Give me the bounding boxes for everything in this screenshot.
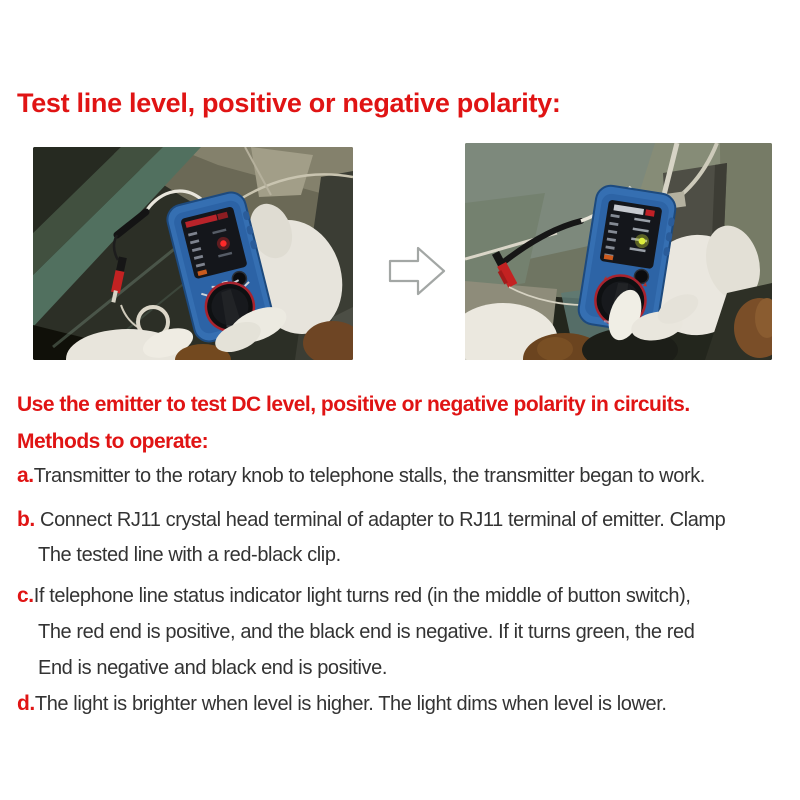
intro-line-1: Use the emitter to test DC level, positive or negative polarity in circuits. xyxy=(17,393,690,416)
step-c-text-line-1: If telephone line status indicator light turns red (in the middle of button switch), xyxy=(33,585,691,607)
step-c-text-line-2: The red end is positive, and the black end is negative. If it turns green, the red xyxy=(38,621,695,643)
step-d-label: d. xyxy=(17,692,35,715)
photo-emitter-red-light xyxy=(33,147,353,360)
step-c xyxy=(17,584,691,608)
step-b-text-line-1: Connect RJ11 crystal head terminal of adapter to RJ11 terminal of emitter. Clamp xyxy=(34,509,726,531)
step-b-text-line-2: The tested line with a red-black clip. xyxy=(38,544,341,566)
step-c-text-line-3: End is negative and black end is positive. xyxy=(38,657,387,679)
intro-line-2: Methods to operate: xyxy=(17,430,209,453)
step-d xyxy=(17,692,667,716)
photo-emitter-green-light-illustration xyxy=(465,143,772,360)
step-b-label: b. xyxy=(17,508,35,531)
page-title: Test line level, positive or negative polarity: xyxy=(17,88,561,118)
right-arrow-shape xyxy=(390,248,444,294)
step-d-text: The light is brighter when level is higher. The light dims when level is lower. xyxy=(34,693,667,715)
right-arrow-icon xyxy=(385,242,449,300)
step-b xyxy=(17,508,725,532)
step-a-label: a. xyxy=(17,464,34,487)
step-a xyxy=(17,464,705,488)
step-a-text: Transmitter to the rotary knob to telephone stalls, the transmitter began to work. xyxy=(33,465,705,487)
photo-emitter-red-light-illustration xyxy=(33,147,353,360)
photo-emitter-green-light xyxy=(465,143,772,360)
step-c-label: c. xyxy=(17,584,34,607)
